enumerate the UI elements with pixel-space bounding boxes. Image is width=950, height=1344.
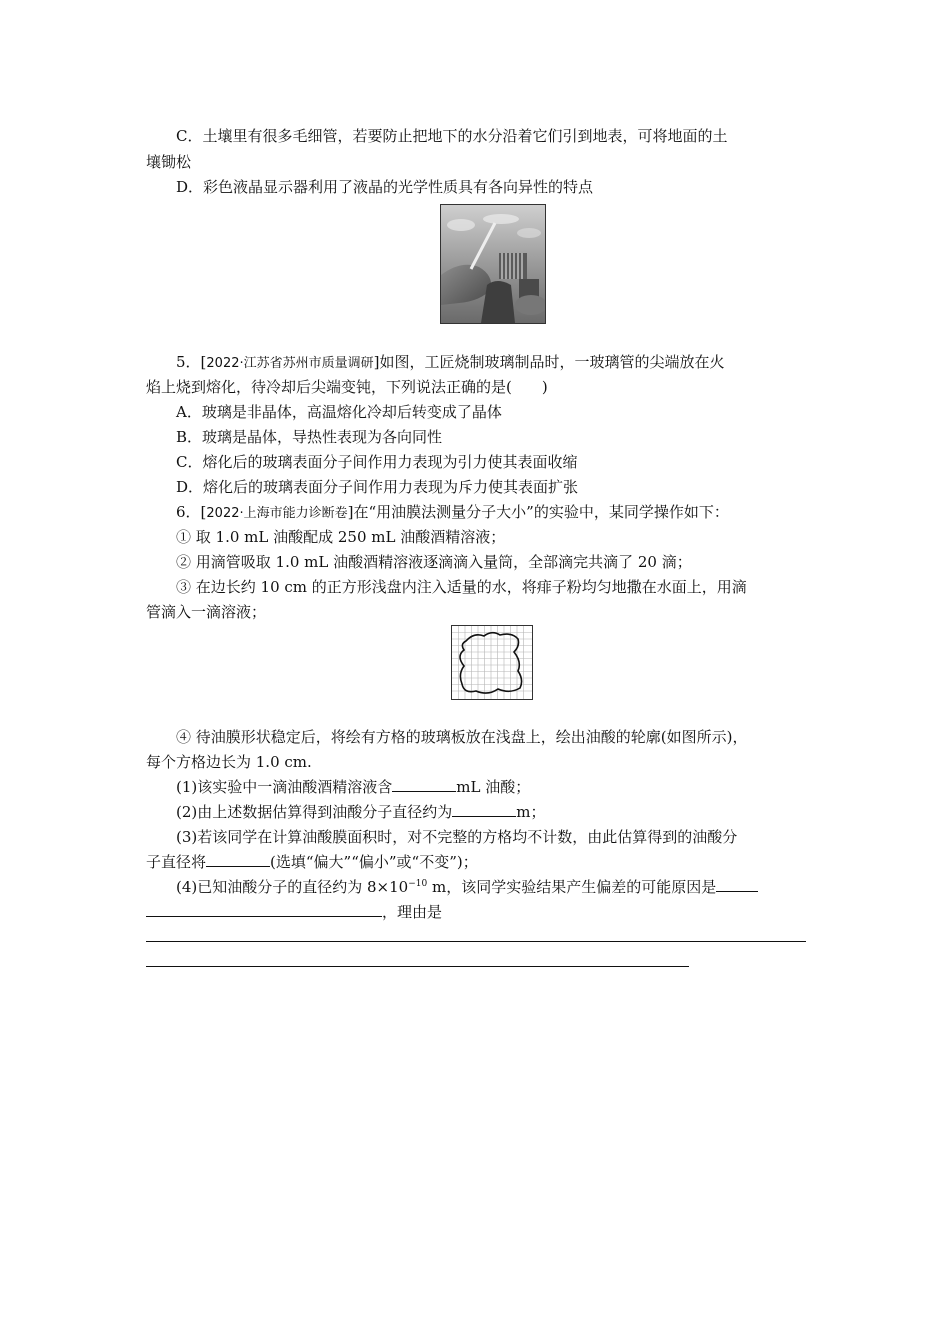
q6-part4-cause-blank-start[interactable] [716, 877, 758, 892]
glassworking-photo-illustration [441, 205, 545, 323]
q5-option-b: B．玻璃是晶体，导热性表现为各向同性 [176, 428, 443, 446]
q6-part2-answer-blank[interactable] [452, 802, 516, 817]
q6-stem-text: ]在“用油膜法测量分子大小”的实验中，某同学操作如下： [347, 503, 729, 521]
q6-part4-line2 [146, 902, 442, 922]
q6-part3-line2 [146, 852, 478, 872]
q6-part4-text: (4)已知油酸分子的直径约为 8×10 [176, 878, 409, 896]
q6-part4-reason-blank-line1[interactable] [146, 941, 806, 942]
q6-step3-line1: ③ 在边长约 10 cm 的正方形浅盘内注入适量的水，将痱子粉均匀地撒在水面上，用滴 [176, 578, 747, 596]
q5-number: 5．[ [176, 353, 207, 371]
q4-option-d: D．彩色液晶显示器利用了液晶的光学性质具有各向异性的特点 [176, 178, 594, 196]
q6-part2-unit: m； [516, 803, 546, 821]
q6-part2-text: (2)由上述数据估算得到油酸分子直径约为 [176, 803, 453, 821]
q6-part4-text-after: m，该同学实验结果产生偏差的可能原因是 [427, 878, 717, 896]
oil-film-outline-diagram [452, 626, 532, 699]
q5-stem-line1 [176, 352, 724, 374]
q6-part4-line1 [176, 877, 758, 897]
q6-step4-line2: 每个方格边长为 1.0 cm. [146, 753, 312, 771]
q6-part4-reason-label: ，理由是 [382, 903, 443, 921]
q6-part3-text: 子直径将 [146, 853, 207, 871]
q5-option-d: D．熔化后的玻璃表面分子间作用力表现为斥力使其表面扩张 [176, 478, 579, 496]
q6-step3-line2: 管滴入一滴溶液； [146, 603, 267, 621]
q6-step4-line1: ④ 待油膜形状稳定后，将绘有方格的玻璃板放在浅盘上，绘出油酸的轮廓(如图所示)， [176, 728, 748, 746]
q6-part4-cause-blank[interactable] [146, 902, 382, 917]
q4-option-c-line2: 壤锄松 [146, 153, 192, 171]
q6-part1-unit: mL 油酸； [456, 778, 531, 796]
q6-number: 6．[ [176, 503, 207, 521]
q5-option-a: A．玻璃是非晶体，高温熔化冷却后转变成了晶体 [176, 403, 502, 421]
q6-part1-text: (1)该实验中一滴油酸酒精溶液含 [176, 778, 393, 796]
q5-stem-text: ]如图，工匠烧制玻璃制品时，一玻璃管的尖端放在火 [373, 353, 725, 371]
q4-option-c-line1: C．土壤里有很多毛细管，若要防止把地下的水分沿着它们引到地表，可将地面的土 [176, 127, 728, 145]
q6-step1: ① 取 1.0 mL 油酸配成 250 mL 油酸酒精溶液； [176, 528, 506, 546]
oil-film-grid-figure [451, 625, 533, 700]
q6-part4-reason-blank-line2[interactable] [146, 966, 689, 967]
q6-source: 2022·上海市能力诊断卷 [206, 506, 348, 521]
q6-step2: ② 用滴管吸取 1.0 mL 油酸酒精溶液逐滴滴入量筒，全部滴完共滴了 20 滴； [176, 553, 692, 571]
q6-part3-options: (选填“偏大”“偏小”或“不变”)； [270, 853, 478, 871]
q6-part3-line1: (3)若该同学在计算油酸膜面积时，对不完整的方格均不计数，由此估算得到的油酸分 [176, 828, 738, 846]
q6-stem [176, 502, 729, 524]
q6-part1 [176, 777, 530, 797]
q5-option-c: C．熔化后的玻璃表面分子间作用力表现为引力使其表面收缩 [176, 453, 578, 471]
q5-source: 2022·江苏省苏州市质量调研 [206, 356, 374, 371]
q6-part3-answer-blank[interactable] [206, 852, 270, 867]
glassworking-photo [440, 204, 546, 324]
q5-stem-line2: 焰上烧到熔化，待冷却后尖端变钝，下列说法正确的是( ) [146, 378, 548, 396]
q6-part4-exponent: −10 [408, 879, 428, 889]
q6-part1-answer-blank[interactable] [392, 777, 456, 792]
q6-part2 [176, 802, 545, 822]
